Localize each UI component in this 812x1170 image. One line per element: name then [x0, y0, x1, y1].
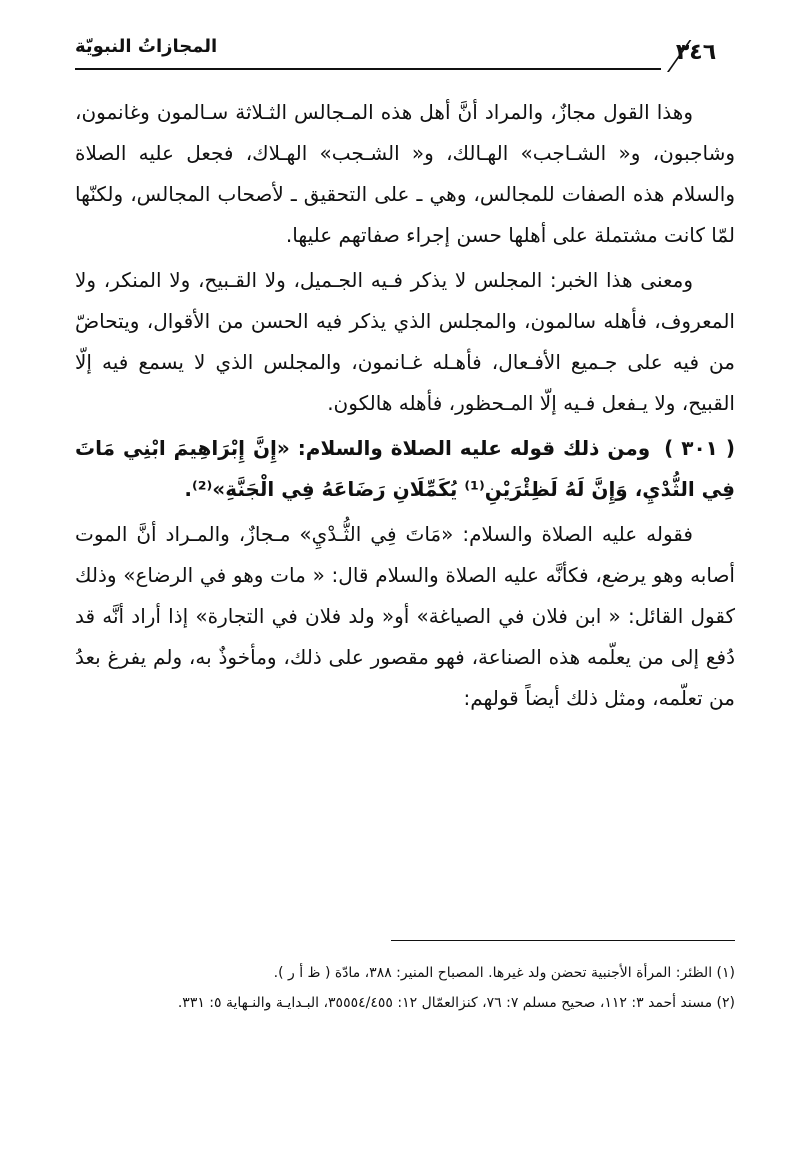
- footnote: (٢) مسند أحمد ٣: ١١٢، صحيح مسلم ٧: ٧٦، كنزالعمّال ١٢: ٣٥٥٥٤/٤٥٥، البـدايـة والنـهاية ٥: ٣٣١.: [177, 995, 735, 1011]
- numbered-hadith-item: [75, 428, 735, 510]
- footnote: (١) الظئر: المرأة الأجنبية تحضن ولد غيرها. المصباح المنير: ٣٨٨، مادّة ( ظ أ ر ).: [273, 965, 735, 981]
- footnotes: [75, 958, 735, 1018]
- paragraph: وهذا القول مجازٌ، والمراد أنَّ أهل هذه المـجالس الثـلاثة سـالمون وغانمون، وشاجبون، و« الشـاجب» الهـالك، و« الشـجب» الهـلاك، فجعل عليه الصلاة والسلام هذه الصفات للمجالس، وهي ـ على التحقيق ـ لأصحاب المجالس، ولكنّها لمّا كانت مشتملة على أهلها حسن إجراء صفاتهم عليها.: [75, 100, 735, 247]
- footnote-separator: [391, 940, 735, 941]
- paragraph: ومعنى هذا الخبر: المجلس لا يذكر فـيه الجـميل، ولا القـبيح، ولا المنكر، ولا المعروف، فأهله سالمون، والمجلس الذي يذكر فيه الحسن من الأقوال، ويتحاضّ من فيه على جـميع الأفـعال، فأهـله غـانمون، والمجلس الذي لا يسمع فيه إلّا القبيح، ولا يـفعل فـيه إلّا المـحظور، فأهله هالكون.: [75, 268, 735, 415]
- item-intro: ومن ذلك قوله عليه الصلاة والسلام:: [297, 436, 651, 460]
- main-text: [75, 92, 735, 723]
- page-number: ٣٤٦: [675, 40, 717, 65]
- header-rule: [75, 68, 661, 70]
- running-header: [75, 30, 735, 72]
- hadith-text: «إِنَّ إِبْرَاهِيمَ ابْنِي مَاتَ فِي الثُّدْيِ، وَإِنَّ لَهُ لَظِئْرَيْنِ⁽¹⁾ يُكَمِّلَانِ رَضَاعَهُ فِي الْجَنَّةِ»⁽²⁾.: [75, 436, 735, 501]
- paragraph: فقوله عليه الصلاة والسلام: «مَاتَ فِي الثُّـدْيِ» مـجازٌ، والمـراد أنَّ الموت أصابه وهو يرضع، فكأنَّه عليه الصلاة والسلام قال: « مات وهو في الرضاع» وذلك كقول القائل: « ابن فلان في الصياغة» أو« ولد فلان في التجارة» إذا أراد أنَّه قد دُفع إلى من يعلّمه هذه الصناعة، فهو مقصور على ذلك، ومأخوذٌ به، ولم يفرغ بعدُ من تعلّمه، ومثل ذلك أيضاً قولهم:: [75, 522, 735, 710]
- item-number: ( ٣٠١ ): [664, 436, 735, 460]
- running-title: المجازاتُ النبويّة: [75, 36, 218, 57]
